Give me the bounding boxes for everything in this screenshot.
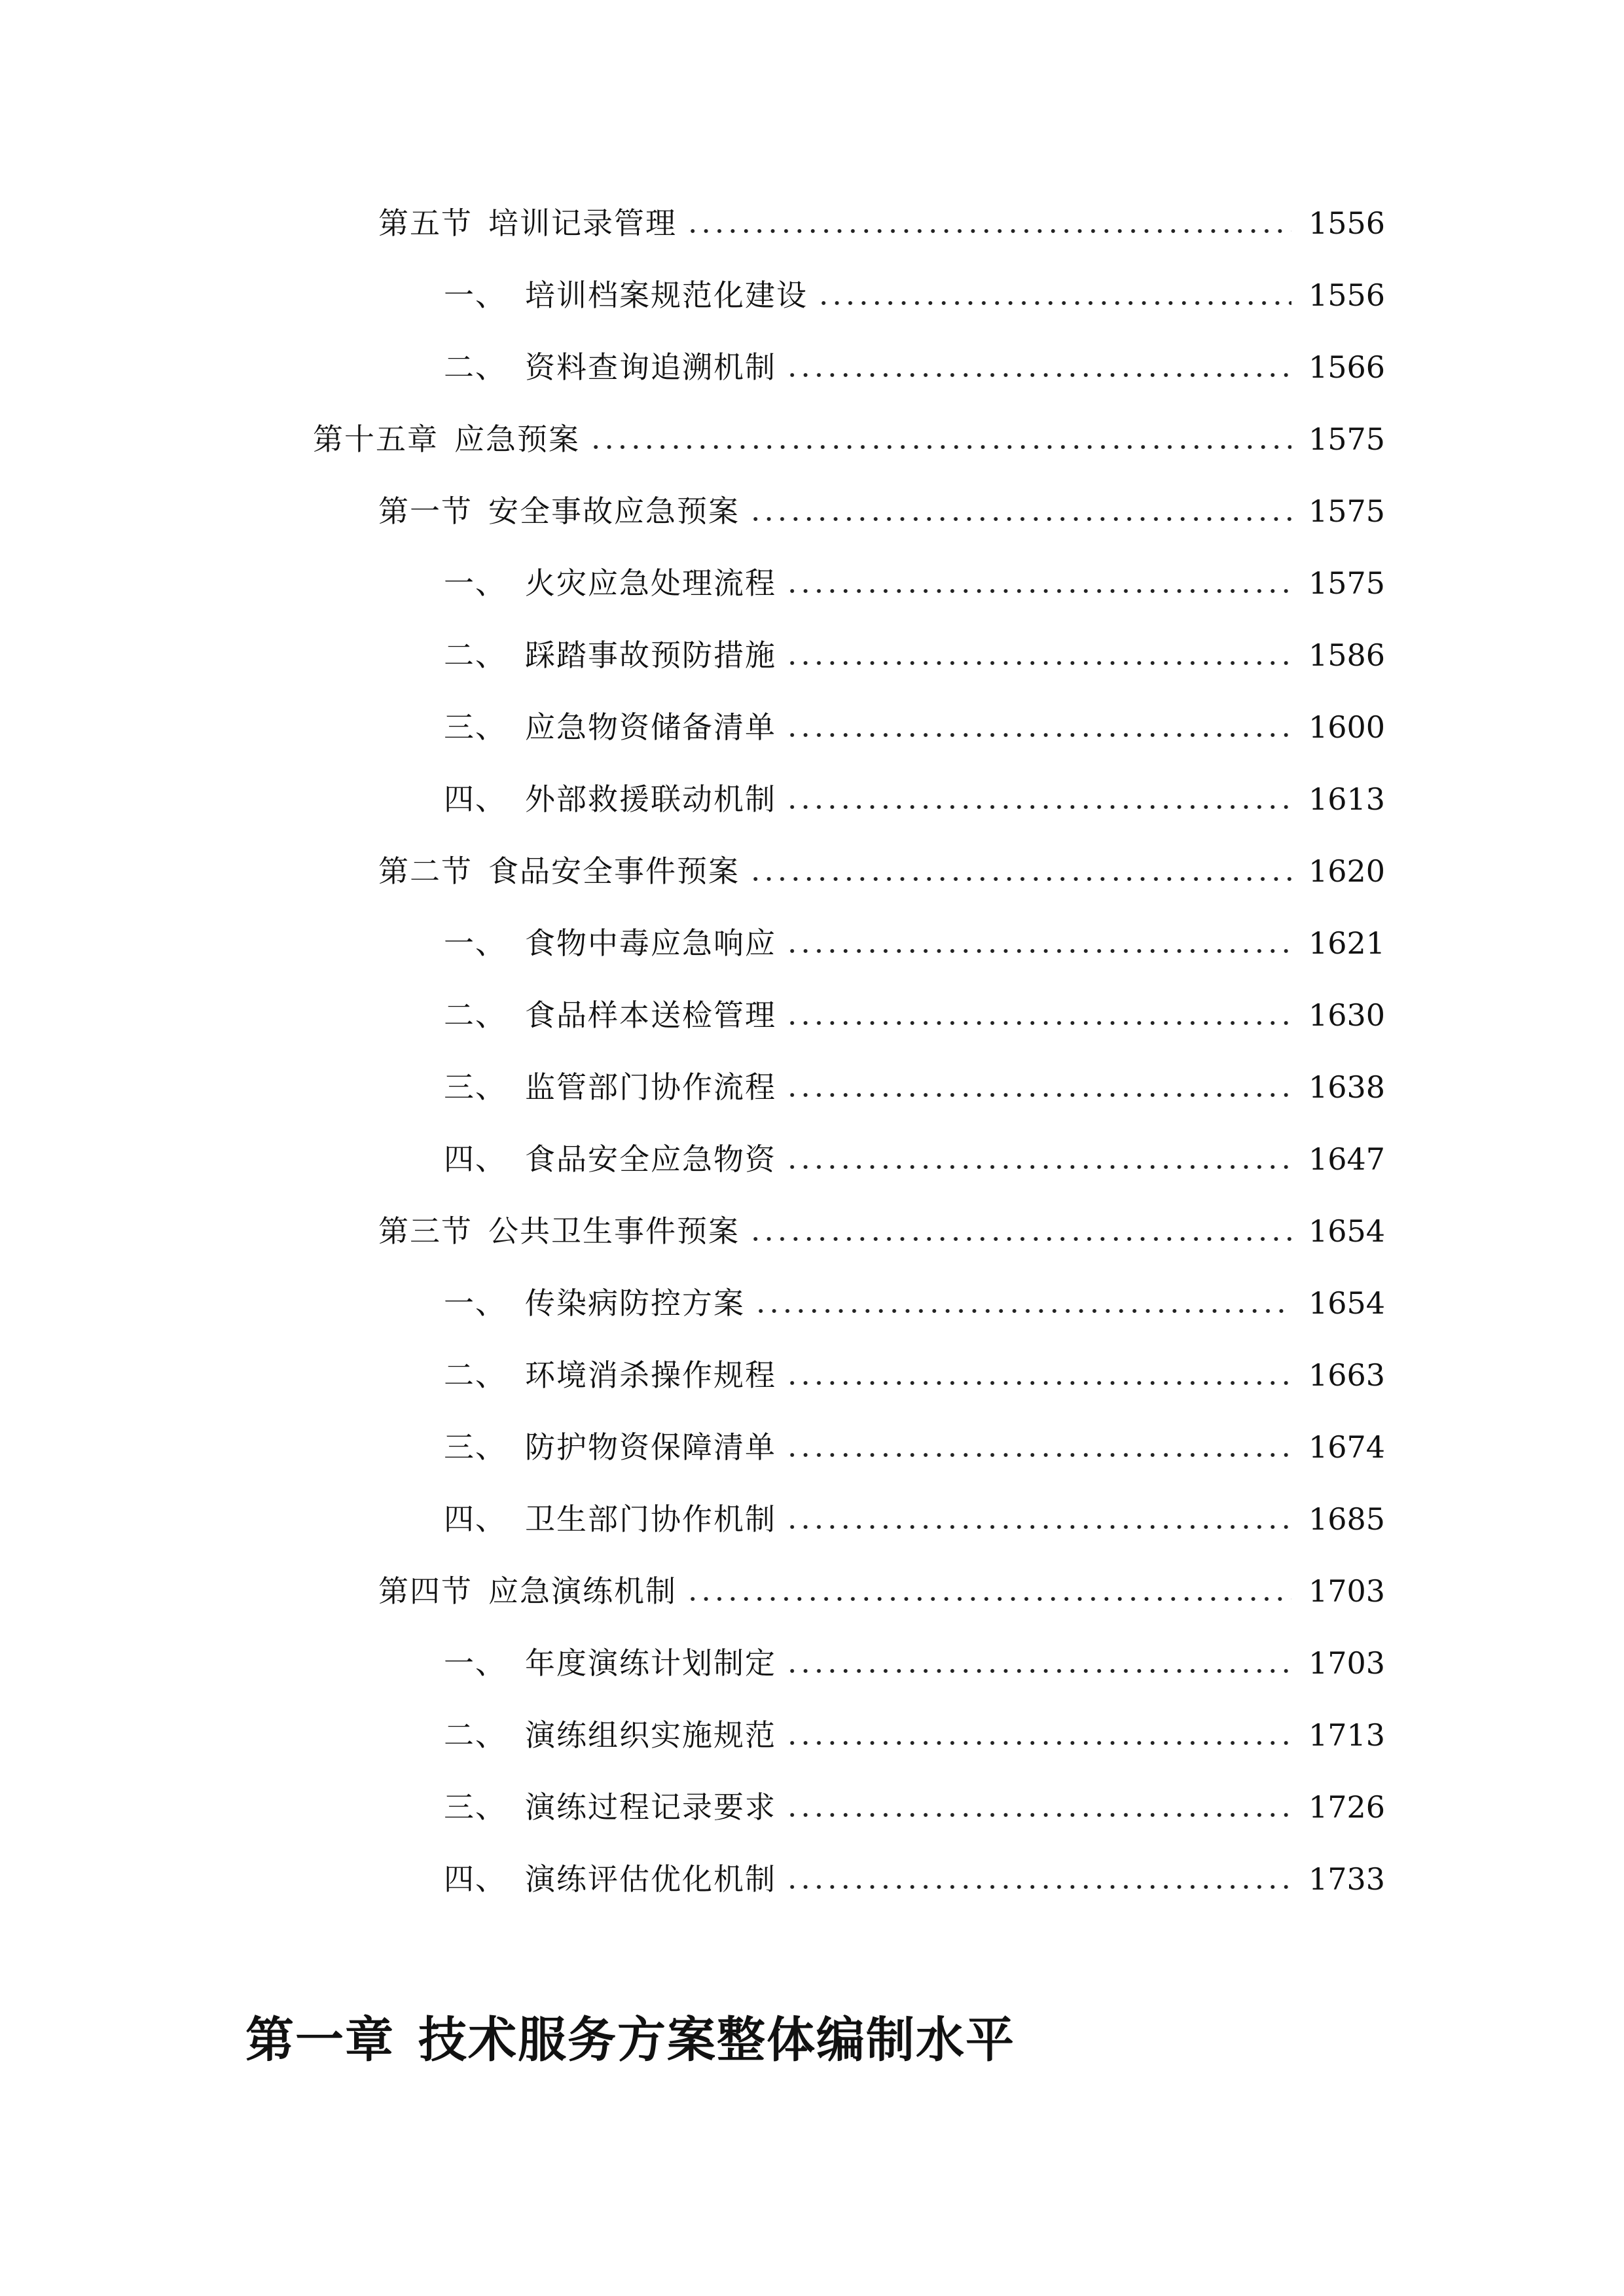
toc-entry-label — [444, 1645, 776, 1681]
toc-entry-page-number: 1638 — [1308, 1069, 1386, 1105]
toc-entry-title: 资料查询追溯机制 — [525, 350, 776, 385]
toc-entry-page-number: 1620 — [1308, 853, 1386, 889]
toc-entry-prefix: 四、 — [444, 781, 507, 817]
toc-entry-page-number: 1674 — [1308, 1429, 1386, 1465]
toc-entry[interactable] — [444, 691, 1624, 763]
toc-entry-title: 演练评估优化机制 — [525, 1861, 776, 1897]
toc-entry[interactable] — [444, 1627, 1624, 1699]
toc-entry-label — [444, 709, 776, 745]
toc-entry-label — [444, 350, 776, 385]
toc-entry-title: 应急预案 — [454, 422, 580, 457]
toc-dot-leader — [785, 805, 1291, 809]
toc-dot-leader — [785, 1525, 1291, 1529]
toc-dot-leader — [785, 1741, 1291, 1745]
toc-entry[interactable] — [444, 763, 1624, 835]
toc-entry-prefix: 二、 — [444, 1357, 507, 1393]
toc-entry-label — [444, 278, 808, 313]
toc-entry-title: 监管部门协作流程 — [525, 1069, 776, 1105]
toc-entry-label — [444, 1141, 776, 1177]
toc-dot-leader — [785, 373, 1291, 377]
toc-entry-prefix: 第三节 — [378, 1213, 473, 1249]
toc-entry-prefix: 二、 — [444, 637, 507, 673]
toc-dot-leader — [785, 1453, 1291, 1457]
toc-entry[interactable] — [444, 547, 1624, 619]
toc-dot-leader — [817, 301, 1291, 305]
toc-entry-page-number: 1726 — [1308, 1789, 1386, 1825]
toc-entry-title: 食品样本送检管理 — [525, 997, 776, 1033]
toc-entry-title: 踩踏事故预防措施 — [525, 637, 776, 673]
toc-entry-prefix: 三、 — [444, 1069, 507, 1105]
table-of-contents — [0, 187, 1624, 1915]
toc-entry-title: 防护物资保障清单 — [525, 1429, 776, 1465]
toc-dot-leader — [785, 1669, 1291, 1673]
toc-entry-label — [444, 1717, 776, 1753]
toc-entry-title: 公共卫生事件预案 — [488, 1213, 740, 1249]
toc-entry-page-number: 1586 — [1308, 637, 1386, 673]
toc-entry-title: 安全事故应急预案 — [488, 493, 740, 529]
toc-entry[interactable] — [378, 1555, 1624, 1627]
toc-entry-page-number: 1575 — [1308, 493, 1386, 529]
toc-dot-leader — [785, 733, 1291, 737]
toc-dot-leader — [749, 517, 1291, 521]
toc-entry-prefix: 第四节 — [378, 1573, 473, 1609]
toc-entry[interactable] — [444, 1843, 1624, 1915]
toc-dot-leader — [686, 1597, 1291, 1601]
toc-entry-prefix: 二、 — [444, 997, 507, 1033]
toc-entry-label — [444, 1789, 776, 1825]
toc-entry-title: 培训档案规范化建设 — [525, 278, 808, 313]
toc-entry-label — [444, 1285, 745, 1321]
toc-entry-prefix: 第一节 — [378, 493, 473, 529]
toc-entry-title: 食物中毒应急响应 — [525, 925, 776, 961]
toc-dot-leader — [785, 1165, 1291, 1169]
toc-entry-page-number: 1654 — [1308, 1213, 1386, 1249]
toc-dot-leader — [785, 949, 1291, 953]
toc-entry-label — [444, 925, 776, 961]
toc-entry-title: 年度演练计划制定 — [525, 1645, 776, 1681]
toc-entry-prefix: 第十五章 — [313, 422, 439, 457]
toc-entry-title: 环境消杀操作规程 — [525, 1357, 776, 1393]
toc-entry-title: 外部救援联动机制 — [525, 781, 776, 817]
toc-entry[interactable] — [313, 403, 1624, 475]
toc-entry-title: 培训记录管理 — [488, 206, 677, 241]
toc-entry-prefix: 三、 — [444, 709, 507, 745]
toc-entry-page-number: 1613 — [1308, 781, 1386, 817]
toc-entry-title: 传染病防控方案 — [525, 1285, 745, 1321]
toc-dot-leader — [589, 445, 1291, 449]
toc-entry-prefix: 三、 — [444, 1429, 507, 1465]
toc-entry-prefix: 四、 — [444, 1141, 507, 1177]
toc-entry-page-number: 1566 — [1308, 350, 1386, 385]
toc-entry-title: 火灾应急处理流程 — [525, 565, 776, 601]
toc-entry[interactable] — [444, 1051, 1624, 1123]
toc-entry-prefix: 二、 — [444, 350, 507, 385]
toc-entry-title: 食品安全应急物资 — [525, 1141, 776, 1177]
toc-entry-label — [444, 781, 776, 817]
toc-entry-title: 卫生部门协作机制 — [525, 1501, 776, 1537]
toc-entry-prefix: 三、 — [444, 1789, 507, 1825]
toc-entry-page-number: 1575 — [1308, 422, 1386, 457]
toc-entry-page-number: 1654 — [1308, 1285, 1386, 1321]
toc-entry[interactable] — [378, 187, 1624, 259]
toc-entry-page-number: 1703 — [1308, 1645, 1386, 1681]
toc-entry[interactable] — [444, 907, 1624, 979]
toc-dot-leader — [749, 1237, 1291, 1241]
toc-entry-page-number: 1663 — [1308, 1357, 1386, 1393]
toc-entry[interactable] — [444, 1699, 1624, 1771]
toc-entry[interactable] — [444, 1267, 1624, 1339]
toc-dot-leader — [749, 877, 1291, 881]
toc-entry-label — [378, 493, 740, 529]
toc-entry[interactable] — [378, 1195, 1624, 1267]
toc-entry-prefix: 第二节 — [378, 853, 473, 889]
toc-entry[interactable] — [444, 1339, 1624, 1411]
toc-dot-leader — [785, 1381, 1291, 1385]
toc-entry-page-number: 1647 — [1308, 1141, 1386, 1177]
toc-entry[interactable] — [444, 979, 1624, 1051]
toc-entry-label — [378, 206, 677, 241]
toc-entry-prefix: 一、 — [444, 1285, 507, 1321]
toc-entry-title: 应急物资储备清单 — [525, 709, 776, 745]
toc-entry[interactable] — [378, 475, 1624, 547]
toc-entry-page-number: 1556 — [1308, 206, 1386, 241]
toc-dot-leader — [754, 1309, 1291, 1313]
toc-entry-page-number: 1621 — [1308, 925, 1386, 961]
toc-dot-leader — [785, 1021, 1291, 1025]
toc-entry-page-number: 1575 — [1308, 565, 1386, 601]
toc-entry-prefix: 一、 — [444, 565, 507, 601]
toc-entry-prefix: 一、 — [444, 1645, 507, 1681]
toc-entry-label — [378, 1573, 677, 1609]
toc-entry-label — [444, 1429, 776, 1465]
chapter-heading — [245, 2001, 1015, 2071]
toc-dot-leader — [785, 1093, 1291, 1097]
toc-entry-page-number: 1630 — [1308, 997, 1386, 1033]
toc-entry-label — [378, 1213, 740, 1249]
toc-entry-title: 食品安全事件预案 — [488, 853, 740, 889]
toc-entry-page-number: 1713 — [1308, 1717, 1386, 1753]
toc-dot-leader — [785, 661, 1291, 665]
toc-entry-label — [444, 637, 776, 673]
toc-entry-title: 应急演练机制 — [488, 1573, 677, 1609]
toc-entry[interactable] — [444, 1483, 1624, 1555]
toc-entry-prefix: 第五节 — [378, 206, 473, 241]
toc-entry-page-number: 1703 — [1308, 1573, 1386, 1609]
toc-dot-leader — [686, 229, 1291, 233]
toc-dot-leader — [785, 1813, 1291, 1817]
toc-entry-label — [444, 1357, 776, 1393]
toc-entry-title: 演练组织实施规范 — [525, 1717, 776, 1753]
toc-entry-prefix: 四、 — [444, 1861, 507, 1897]
chapter-heading-prefix: 第一章 — [245, 2012, 395, 2068]
toc-entry[interactable] — [444, 1411, 1624, 1483]
toc-entry-page-number: 1556 — [1308, 278, 1386, 313]
toc-entry-label — [444, 1069, 776, 1105]
toc-entry[interactable] — [444, 331, 1624, 403]
toc-entry[interactable] — [444, 1771, 1624, 1843]
toc-entry-label — [444, 1861, 776, 1897]
toc-entry-page-number: 1685 — [1308, 1501, 1386, 1537]
toc-entry-page-number: 1600 — [1308, 709, 1386, 745]
toc-entry[interactable] — [444, 619, 1624, 691]
toc-dot-leader — [785, 1885, 1291, 1889]
toc-entry-label — [444, 1501, 776, 1537]
toc-entry[interactable] — [378, 835, 1624, 907]
toc-entry-label — [313, 422, 580, 457]
toc-entry-title: 演练过程记录要求 — [525, 1789, 776, 1825]
toc-entry-prefix: 二、 — [444, 1717, 507, 1753]
toc-entry-label — [444, 997, 776, 1033]
toc-entry-label — [378, 853, 740, 889]
toc-dot-leader — [785, 589, 1291, 593]
chapter-heading-title: 技术服务方案整体编制水平 — [418, 2012, 1015, 2068]
toc-entry-page-number: 1733 — [1308, 1861, 1386, 1897]
toc-entry-prefix: 一、 — [444, 925, 507, 961]
toc-entry[interactable] — [444, 1123, 1624, 1195]
toc-entry-prefix: 一、 — [444, 278, 507, 313]
toc-entry[interactable] — [444, 259, 1624, 331]
toc-entry-label — [444, 565, 776, 601]
toc-entry-prefix: 四、 — [444, 1501, 507, 1537]
